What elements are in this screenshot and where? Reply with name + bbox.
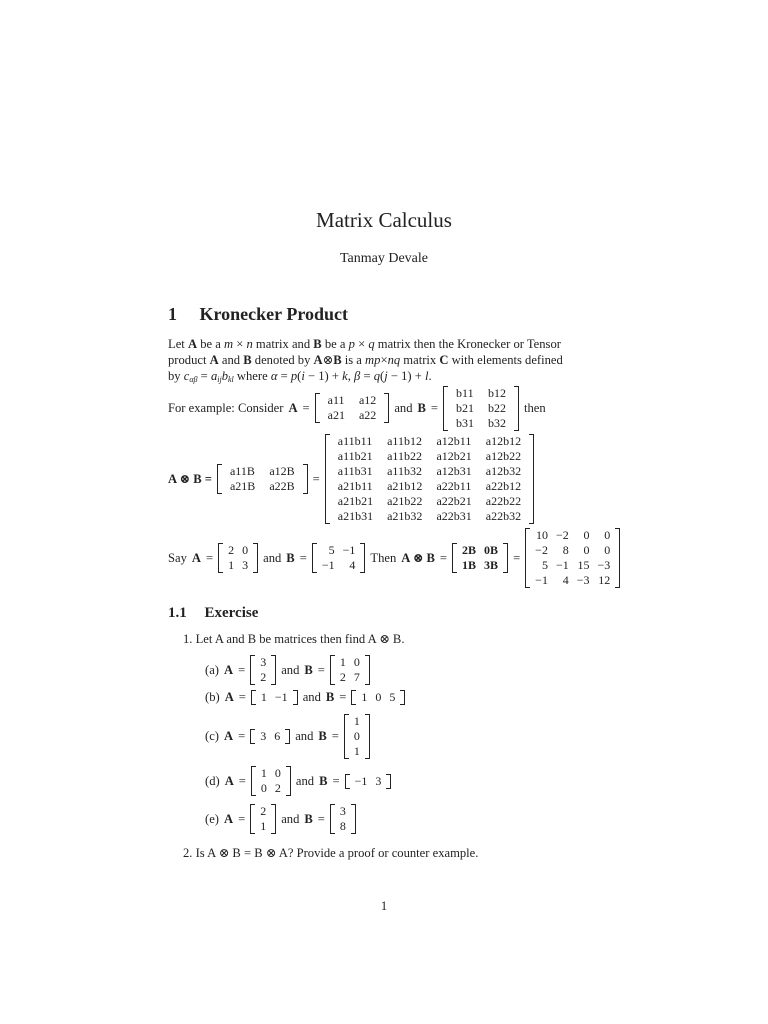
symbol-B: B xyxy=(417,400,426,415)
symbol-A: A xyxy=(223,811,234,826)
example-prefix: For example: Consider xyxy=(168,400,284,415)
matrix-A-numeric xyxy=(218,543,258,573)
left-bracket xyxy=(251,766,256,796)
and-text: and xyxy=(281,662,300,677)
right-bracket xyxy=(400,690,405,705)
item-label: (a) xyxy=(205,662,219,677)
left-bracket xyxy=(525,528,530,588)
equals: = xyxy=(206,550,214,565)
item-matrix-B xyxy=(330,655,370,685)
subsection-heading xyxy=(168,605,258,622)
matrix-cell: −2 xyxy=(535,543,548,557)
item-matrix-A xyxy=(251,690,298,705)
item-label: (d) xyxy=(205,773,220,788)
matrix-cell: −1 xyxy=(535,573,548,587)
matrix-cell: 2B xyxy=(462,543,477,557)
matrix-cell: 3 xyxy=(375,773,382,788)
equals: = xyxy=(299,550,307,565)
right-bracket xyxy=(271,804,276,834)
symbol-B: B xyxy=(318,729,327,743)
matrix-cell: b21 xyxy=(456,400,475,415)
matrix-cell: 4 xyxy=(349,558,356,572)
matrix-cell: 0 xyxy=(583,528,590,542)
matrix-cell: 0 xyxy=(604,543,611,557)
paper-title: Matrix Calculus xyxy=(316,208,452,232)
equals: = xyxy=(339,690,347,704)
matrix-cell: 0 xyxy=(260,781,267,795)
left-bracket xyxy=(315,393,320,423)
right-bracket xyxy=(386,774,391,789)
exercise-1-text: 1. Let A and B be matrices then find A ⊗ B. xyxy=(183,632,405,646)
matrix-B-symbolic xyxy=(443,386,519,431)
matrix-cell: 1 xyxy=(339,655,346,669)
matrix-cell: −1 xyxy=(555,558,569,572)
item-matrix-B xyxy=(330,804,356,834)
and-text: and xyxy=(302,690,321,704)
item-matrix-B xyxy=(351,690,405,705)
and-text: and xyxy=(394,400,413,415)
right-bracket xyxy=(293,690,298,705)
right-bracket xyxy=(303,464,308,494)
equals: = xyxy=(513,550,521,565)
matrix-cell: 15 xyxy=(577,558,590,572)
left-bracket xyxy=(325,434,330,524)
subsection-number: 1.1 xyxy=(168,605,187,621)
left-bracket xyxy=(452,543,457,573)
matrix-cell: b22 xyxy=(488,400,507,415)
matrix-cell: 2 xyxy=(274,781,281,795)
matrix-cell: a21B xyxy=(229,479,256,493)
matrix-cell: 5 xyxy=(389,690,396,704)
matrix-cell: 4 xyxy=(562,573,569,587)
matrix-cell: 6 xyxy=(274,729,281,743)
matrix-cell: a21b11 xyxy=(337,479,373,493)
matrix-cell: a11b32 xyxy=(387,464,422,478)
matrix-cell: 3 xyxy=(260,729,267,743)
example-consider xyxy=(168,384,546,432)
left-bracket xyxy=(312,543,317,573)
equals: = xyxy=(430,400,439,415)
equals: = xyxy=(439,550,448,565)
para-line-1: Let A be a m × n matrix and B be a p × q matrix then the Kronecker or Tensor xyxy=(168,337,561,351)
right-bracket xyxy=(529,434,534,524)
exercise-2-text: 2. Is A ⊗ B = B ⊗ A? Provide a proof or counter example. xyxy=(183,846,479,860)
item-matrix-B xyxy=(345,774,392,789)
item-label: (e) xyxy=(205,811,219,826)
right-bracket xyxy=(514,386,519,431)
para-line-2: product A and B denoted by A⊗B is a mp×nq matrix C with elements defined xyxy=(168,353,563,367)
matrix-cell: a12b22 xyxy=(485,449,522,463)
equals: = xyxy=(332,773,340,788)
symbol-A: A xyxy=(223,662,234,677)
matrix-cell: 5 xyxy=(328,543,335,557)
matrix-cell: a22 xyxy=(358,408,377,422)
left-bracket xyxy=(330,655,335,685)
matrix-cell: 3 xyxy=(242,558,249,572)
item-matrix-A xyxy=(250,729,290,744)
left-bracket xyxy=(218,543,223,573)
matrix-cell: a22b12 xyxy=(485,479,522,493)
symbol-B: B xyxy=(325,690,335,704)
matrix-cell: a22b22 xyxy=(485,494,522,508)
matrix-result xyxy=(525,528,620,588)
right-bracket xyxy=(286,766,291,796)
matrix-cell: a22b31 xyxy=(436,509,472,523)
left-bracket xyxy=(251,690,256,705)
right-bracket xyxy=(365,714,370,759)
left-bracket xyxy=(217,464,222,494)
equals: = xyxy=(331,729,339,743)
equals: = xyxy=(238,690,246,704)
left-bracket xyxy=(250,729,255,744)
matrix-cell: b12 xyxy=(488,385,507,400)
matrix-cell: b32 xyxy=(488,415,507,430)
matrix-cell: 0 xyxy=(242,543,249,557)
matrix-cell: −1 xyxy=(321,558,335,572)
matrix-cell: a12b32 xyxy=(485,464,522,478)
item-label: (b) xyxy=(205,690,220,704)
exercise-item xyxy=(205,804,356,834)
matrix-cell: 1 xyxy=(228,558,235,572)
matrix-cell: a12 xyxy=(358,393,377,407)
then-text: then xyxy=(524,400,546,415)
matrix-cell: 0 xyxy=(583,543,590,557)
matrix-cell: a11 xyxy=(327,393,345,407)
equals: = xyxy=(302,400,310,415)
matrix-cell: a12b12 xyxy=(485,434,522,448)
matrix-cell: 0 xyxy=(604,528,611,542)
matrix-cell: a11b22 xyxy=(387,449,422,463)
matrix-cell: 3 xyxy=(260,655,267,669)
matrix-cell: a12b11 xyxy=(436,434,472,448)
symbol-B: B xyxy=(304,662,313,677)
matrix-cell: a11b11 xyxy=(337,434,373,448)
symbol-B: B xyxy=(319,773,328,788)
and-text: and xyxy=(295,773,315,788)
equals: = xyxy=(238,662,246,677)
matrix-cell: 2 xyxy=(339,670,346,684)
matrix-cell: 2 xyxy=(260,804,267,818)
matrix-cell: 1 xyxy=(361,690,368,704)
equals: = xyxy=(317,662,325,677)
right-bracket xyxy=(384,393,389,423)
matrix-cell: 3B xyxy=(484,558,499,572)
item-matrix-A xyxy=(250,804,276,834)
symbol-A: A xyxy=(191,550,201,565)
left-bracket xyxy=(443,386,448,431)
exercise-item xyxy=(205,690,405,705)
matrix-cell: a22B xyxy=(269,479,295,493)
author-name: Tanmay Devale xyxy=(339,251,429,266)
item-matrix-B xyxy=(344,714,370,759)
say-text: Say xyxy=(168,550,187,565)
matrix-cell: 2 xyxy=(228,543,235,557)
matrix-cell: 0 xyxy=(274,766,281,780)
then-text: Then xyxy=(370,550,397,565)
matrix-cell: 0 xyxy=(353,655,360,669)
matrix-cell: −2 xyxy=(555,528,569,542)
left-bracket xyxy=(250,804,255,834)
matrix-cell: a21b21 xyxy=(337,494,374,508)
matrix-cell: a11b12 xyxy=(387,434,422,448)
numeric-example xyxy=(168,526,620,590)
right-bracket xyxy=(615,528,620,588)
symbol-A: A xyxy=(224,690,234,704)
left-bracket xyxy=(330,804,335,834)
matrix-cell: 8 xyxy=(562,543,569,557)
matrix-cell: 12 xyxy=(598,573,611,587)
item-matrix-A xyxy=(251,766,291,796)
kronecker-definition xyxy=(168,431,534,527)
kron-lhs: A ⊗ B = xyxy=(168,472,212,486)
right-bracket xyxy=(285,729,290,744)
matrix-cell: 3 xyxy=(339,804,346,818)
matrix-cell: a22b32 xyxy=(485,509,522,523)
exercise-item xyxy=(205,655,370,685)
block-matrix xyxy=(217,464,308,494)
matrix-cell: 0 xyxy=(375,690,382,704)
equals: = xyxy=(317,811,325,826)
matrix-cell: a22b21 xyxy=(436,494,472,508)
para-line-3: by $c_{\alpha\beta} = a_{ij}b_{kl}$ where α = p(i − 1) + k, β = q(j − 1) + l. xyxy=(168,369,432,384)
symbol-A: A xyxy=(223,729,234,743)
matrix-cell: a11b31 xyxy=(337,464,373,478)
equals: = xyxy=(312,471,320,486)
subsection-title: Exercise xyxy=(204,605,259,621)
right-bracket xyxy=(271,655,276,685)
section-number: 1 xyxy=(168,304,177,324)
symbol-B: B xyxy=(304,811,313,826)
matrix-cell: 1 xyxy=(260,766,267,780)
right-bracket xyxy=(503,543,508,573)
matrix-cell: 7 xyxy=(353,670,360,684)
matrix-cell: 8 xyxy=(339,819,346,833)
right-bracket xyxy=(253,543,258,573)
item-label: (c) xyxy=(205,729,219,743)
matrix-cell: −3 xyxy=(576,573,590,587)
expanded-matrix xyxy=(325,434,534,524)
matrix-cell: a21 xyxy=(327,408,345,422)
matrix-cell: 0 xyxy=(353,729,360,743)
matrix-cell: a21b22 xyxy=(387,494,423,508)
matrix-cell: 1 xyxy=(353,714,360,728)
symbol-A: A xyxy=(224,773,234,788)
symbol-A: A xyxy=(288,400,298,415)
left-bracket xyxy=(345,774,350,789)
and-text: and xyxy=(281,811,300,826)
matrix-cell: 1 xyxy=(353,744,360,758)
matrix-cell: a11b21 xyxy=(337,449,373,463)
matrix-cell: b11 xyxy=(456,385,474,400)
and-text: and xyxy=(295,729,314,743)
equals: = xyxy=(238,773,246,788)
equals: = xyxy=(238,811,246,826)
matrix-cell: −1 xyxy=(274,690,288,704)
matrix-cell: 1 xyxy=(260,690,267,704)
symbol-AxB: A ⊗ B xyxy=(401,551,435,565)
matrix-cell: a21b31 xyxy=(337,509,374,523)
right-bracket xyxy=(351,804,356,834)
matrix-cell: 1B xyxy=(462,558,477,572)
matrix-cell: −1 xyxy=(342,543,356,557)
matrix-cell: a21b12 xyxy=(387,479,423,493)
matrix-cell: 1 xyxy=(260,819,267,833)
exercise-item xyxy=(205,714,370,759)
page-number: 1 xyxy=(380,899,388,913)
matrix-cell: 10 xyxy=(535,528,548,542)
matrix-cell: a12b21 xyxy=(436,449,472,463)
left-bracket xyxy=(344,714,349,759)
matrix-cell: 2 xyxy=(260,670,267,684)
matrix-cell: 0B xyxy=(484,543,499,557)
matrix-cell: b31 xyxy=(456,415,475,430)
matrix-cell: −1 xyxy=(354,773,368,788)
matrix-cell: 5 xyxy=(541,558,548,572)
left-bracket xyxy=(250,655,255,685)
matrix-block-numeric xyxy=(452,543,508,573)
matrix-cell: −3 xyxy=(597,558,611,572)
left-bracket xyxy=(351,690,356,705)
symbol-B: B xyxy=(286,550,295,565)
matrix-B-numeric xyxy=(312,543,366,573)
exercise-item xyxy=(205,766,391,796)
matrix-cell: a21b32 xyxy=(387,509,423,523)
section-title: Kronecker Product xyxy=(199,304,348,324)
matrix-cell: a11B xyxy=(229,464,255,478)
matrix-cell: a22b11 xyxy=(436,479,472,493)
item-matrix-A xyxy=(250,655,276,685)
matrix-A-symbolic xyxy=(315,393,390,423)
and-text: and xyxy=(263,550,282,565)
section-heading xyxy=(168,304,348,325)
matrix-cell: a12B xyxy=(269,464,295,478)
right-bracket xyxy=(365,655,370,685)
matrix-cell: a12b31 xyxy=(436,464,472,478)
equals: = xyxy=(238,729,246,743)
right-bracket xyxy=(360,543,365,573)
